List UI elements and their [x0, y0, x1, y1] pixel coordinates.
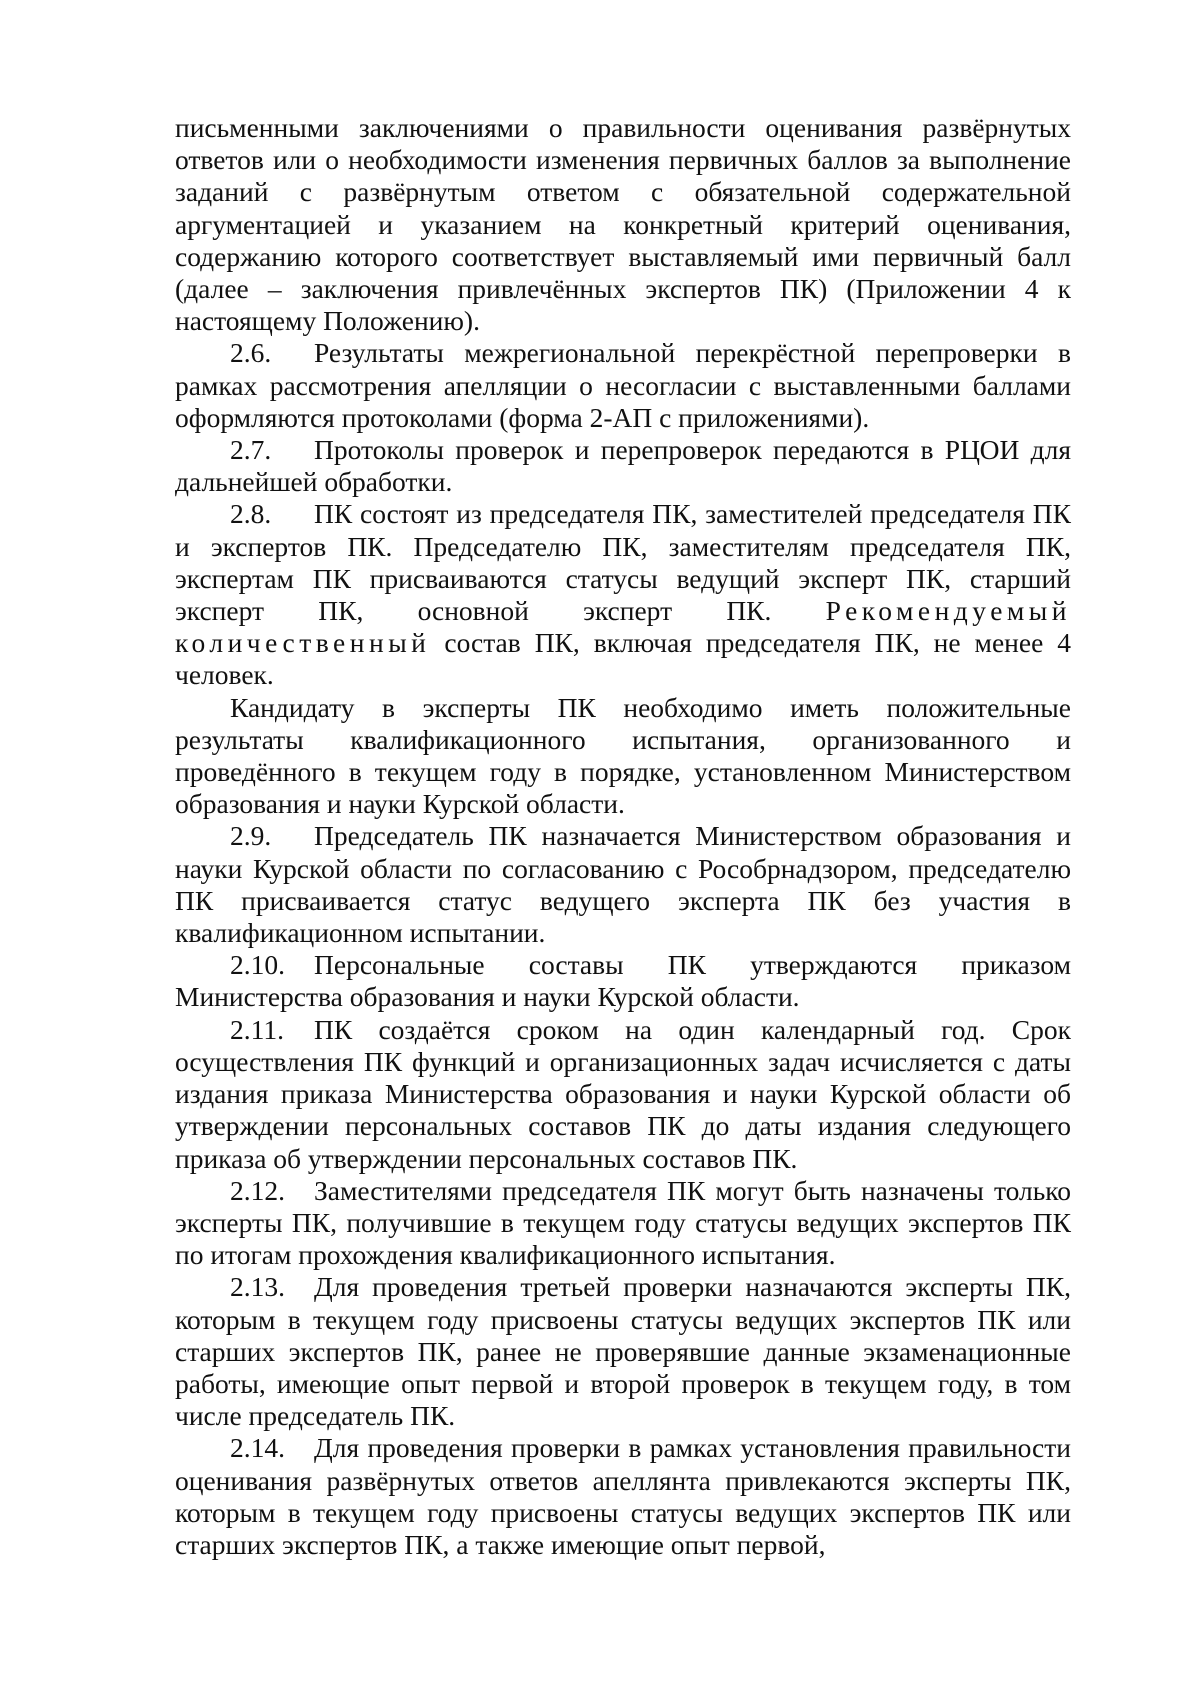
paragraph-text: Для проведения третьей проверки назначаются эксперты ПК, которым в текущем году присвоены статусы ведущих экспертов ПК или старших экспертов ПК, ранее не проверявшие данные экзаменационные работы, имеющие опыт первой и второй проверок в текущем году, в том числе председатель ПК. [175, 1271, 1071, 1432]
paragraph-number: 2.8. [230, 498, 272, 530]
paragraph-number: 2.6. [230, 337, 272, 369]
paragraph-2-11 [175, 1014, 1071, 1175]
paragraph-spaced-text: Рекомендуемый количественный [175, 595, 1071, 659]
paragraph-text: ПК состоят из председателя ПК, заместителей председателя ПК и экспертов ПК. Председателю ПК, заместителям председателя ПК, экспертам ПК присваиваются статусы ведущий эксперт ПК, старший эксперт ПК, основной эксперт ПК. [175, 498, 1071, 627]
paragraph-text: письменными заключениями о правильности оценивания развёрнутых ответов или о необходимости изменения первичных баллов за выполнение заданий с развёрнутым ответом с обязательной содержательной аргументацией и указанием на конкретный критерий оценивания, содержанию которого соответствует выставляемый ими первичный балл (далее – заключения привлечённых экспертов ПК) (Приложении 4 к настоящему Положению). [175, 112, 1071, 337]
paragraph-number: 2.10. [230, 949, 285, 981]
paragraph-text: Протоколы проверок и перепроверок передаются в РЦОИ для дальнейшей обработки. [175, 434, 1071, 498]
paragraph-2-6 [175, 337, 1071, 434]
paragraph-text: Персональные составы ПК утверждаются приказом Министерства образования и науки Курской области. [175, 949, 1071, 1013]
paragraph-number: 2.13. [230, 1271, 285, 1303]
paragraph-2-5-continuation [175, 112, 1071, 337]
paragraph-2-14 [175, 1432, 1071, 1561]
paragraph-number: 2.12. [230, 1174, 285, 1206]
document-body [175, 112, 1071, 1561]
paragraph-text: Заместителями председателя ПК могут быть назначены только эксперты ПК, получившие в текущем году статусы ведущих экспертов ПК по итогам прохождения квалификационного испытания. [175, 1174, 1071, 1271]
paragraph-2-8 [175, 498, 1071, 691]
paragraph-number: 2.14. [230, 1432, 285, 1464]
paragraph-2-9 [175, 820, 1071, 949]
paragraph-text: Для проведения проверки в рамках установления правильности оценивания развёрнутых ответов апеллянта привлекаются эксперты ПК, которым в текущем году присвоены статусы ведущих экспертов ПК или старших экспертов ПК, а также имеющие опыт первой, [175, 1432, 1071, 1560]
paragraph-2-8-continuation [175, 692, 1071, 821]
paragraph-2-10 [175, 949, 1071, 1013]
paragraph-2-7 [175, 434, 1071, 498]
paragraph-text: Кандидату в эксперты ПК необходимо иметь положительные результаты квалификационного испытания, организованного и проведённого в текущем году в порядке, установленном Министерством образования и науки Курской области. [175, 691, 1071, 820]
paragraph-text: Результаты межрегиональной перекрёстной перепроверки в рамках рассмотрения апелляции о несогласии с выставленными баллами оформляются протоколами (форма 2-АП с приложениями). [175, 337, 1071, 433]
paragraph-text: ПК создаётся сроком на один календарный год. Срок осуществления ПК функций и организационных задач исчисляется с даты издания приказа Министерства образования и науки Курской области об утверждении персональных составов ПК до даты издания следующего приказа об утверждении персональных составов ПК. [175, 1013, 1071, 1174]
paragraph-number: 2.11. [230, 1013, 284, 1045]
paragraph-2-13 [175, 1271, 1071, 1432]
paragraph-text-continuation: состав ПК, включая председателя ПК, не менее 4 человек. [175, 627, 1071, 691]
paragraph-text: Председатель ПК назначается Министерством образования и науки Курской области по согласованию с Рособрнадзором, председателю ПК присваивается статус ведущего эксперта ПК без участия в квалификационном испытании. [175, 820, 1071, 949]
paragraph-number: 2.7. [230, 434, 272, 466]
paragraph-2-12 [175, 1175, 1071, 1272]
paragraph-number: 2.9. [230, 820, 272, 852]
